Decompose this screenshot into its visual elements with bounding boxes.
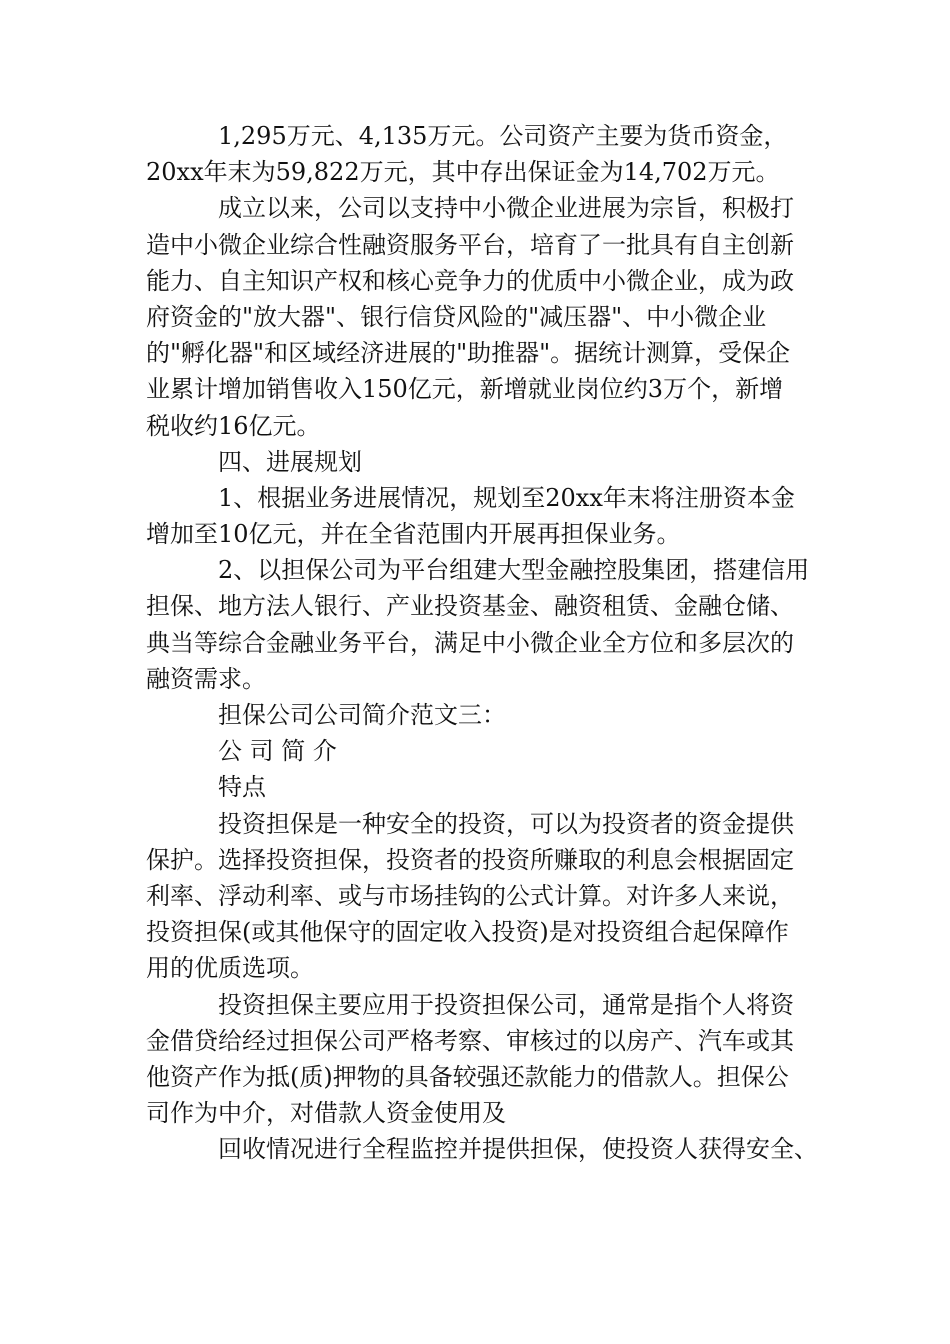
paragraph-line: 能力、自主知识产权和核心竞争力的优质中小微企业，成为政 xyxy=(146,266,794,295)
paragraph-line: 20xx年末为59,822万元，其中存出保证金为14,702万元。 xyxy=(146,158,780,187)
paragraph-line: 回收情况进行全程监控并提供担保，使投资人获得安全、 xyxy=(218,1135,818,1164)
paragraph-line: 增加至10亿元，并在全省范围内开展再担保业务。 xyxy=(146,520,681,549)
paragraph-line: 典当等综合金融业务平台，满足中小微企业全方位和多层次的 xyxy=(146,628,794,657)
paragraph-line: 投资担保(或其他保守的固定收入投资)是对投资组合起保障作 xyxy=(146,918,789,947)
paragraph-line: 府资金的"放大器"、银行信贷风险的"减压器"、中小微企业 xyxy=(146,302,767,331)
paragraph-line: 业累计增加销售收入150亿元，新增就业岗位约3万个，新增 xyxy=(146,375,784,404)
paragraph-line: 担保、地方法人银行、产业投资基金、融资租赁、金融仓储、 xyxy=(146,592,794,621)
paragraph-line: 用的优质选项。 xyxy=(146,954,314,983)
paragraph-line: 1、根据业务进展情况，规划至20xx年末将注册资本金 xyxy=(218,483,795,512)
paragraph-line: 造中小微企业综合性融资服务平台，培育了一批具有自主创新 xyxy=(146,230,794,259)
paragraph-line: 司作为中介，对借款人资金使用及 xyxy=(146,1099,506,1128)
paragraph-line: 的"孵化器"和区域经济进展的"助推器"。据统计测算，受保企 xyxy=(146,339,791,368)
paragraph-line: 保护。选择投资担保，投资者的投资所赚取的利息会根据固定 xyxy=(146,845,794,874)
paragraph-line: 2、以担保公司为平台组建大型金融控股集团，搭建信用 xyxy=(218,556,810,585)
paragraph-line: 投资担保主要应用于投资担保公司，通常是指个人将资 xyxy=(218,990,794,1019)
paragraph-line: 他资产作为抵(质)押物的具备较强还款能力的借款人。担保公 xyxy=(146,1062,789,1091)
sample-heading: 担保公司公司简介范文三： xyxy=(218,701,506,729)
paragraph-line: 成立以来，公司以支持中小微企业进展为宗旨，积极打 xyxy=(218,194,794,223)
paragraph-line: 1,295万元、4,135万元。公司资产主要为货币资金， xyxy=(218,122,788,150)
paragraph-line: 利率、浮动利率、或与市场挂钩的公式计算。对许多人来说， xyxy=(146,881,794,910)
section-heading: 四、进展规划 xyxy=(218,447,362,476)
paragraph-line: 金借贷给经过担保公司严格考察、审核过的以房产、汽车或其 xyxy=(146,1026,794,1055)
paragraph-line: 投资担保是一种安全的投资，可以为投资者的资金提供 xyxy=(218,809,794,838)
features-heading: 特点 xyxy=(218,773,266,802)
paragraph-line: 融资需求。 xyxy=(146,664,266,693)
document-body xyxy=(146,118,818,1167)
company-profile-heading: 公 司 简 介 xyxy=(218,737,337,766)
paragraph-line: 税收约16亿元。 xyxy=(146,411,321,440)
